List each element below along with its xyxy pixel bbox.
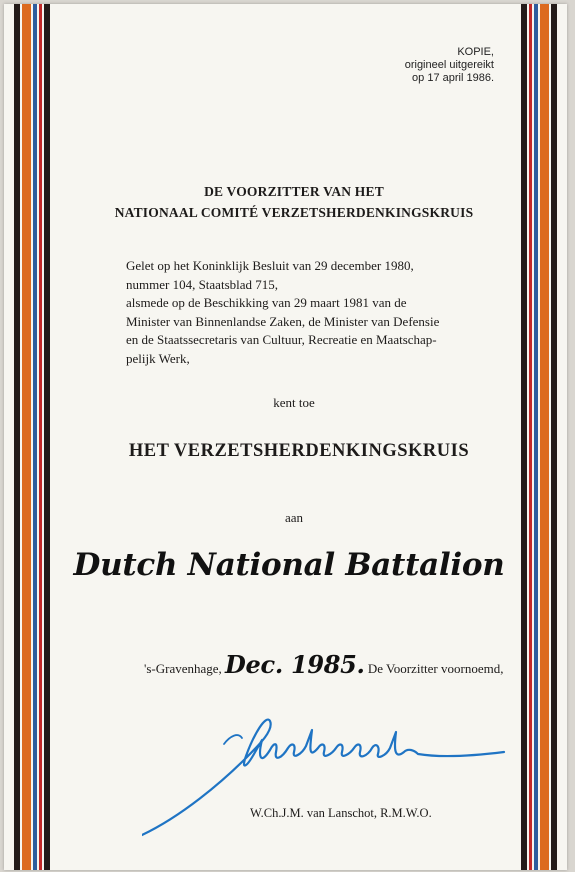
right-ribbon-border bbox=[521, 4, 557, 870]
heading-line: DE VOORZITTER VAN HET bbox=[204, 184, 384, 199]
place-date-line bbox=[144, 650, 524, 679]
aan-text: aan bbox=[284, 510, 304, 525]
heading-line: NATIONAAL COMITÉ VERZETSHERDENKINGSKRUIS bbox=[114, 205, 474, 220]
kent-toe-text: kent toe bbox=[273, 395, 315, 410]
place-text: 's-Gravenhage, bbox=[144, 661, 222, 676]
copy-note-line: KOPIE, bbox=[457, 46, 494, 58]
certificate-paper bbox=[4, 4, 567, 870]
left-ribbon-border bbox=[14, 4, 50, 870]
copy-note-line: op 17 april 1986. bbox=[412, 72, 494, 84]
recipient-name: Dutch National Battalion bbox=[73, 547, 505, 583]
decree-text bbox=[126, 257, 471, 368]
certificate-heading bbox=[84, 181, 504, 223]
decree-line: Minister van Binnenlandse Zaken, de Minister van Defensie bbox=[126, 313, 440, 329]
signature-stroke bbox=[224, 735, 242, 744]
decree-line: en de Staatssecretaris van Cultuur, Recreatie en Maatschap- bbox=[126, 332, 437, 347]
copy-note-line: origineel uitgereikt bbox=[404, 59, 494, 71]
award-title: HET VERZETSHERDENKINGSKRUIS bbox=[128, 441, 470, 461]
decree-line: nummer 104, Staatsblad 715, bbox=[126, 276, 279, 292]
decree-line: pelijk Werk, bbox=[126, 350, 190, 366]
chairman-text: De Voorzitter voornoemd, bbox=[367, 661, 504, 676]
decree-line: Gelet op het Koninklijk Besluit van 29 december 1980, bbox=[126, 258, 414, 273]
decree-line: alsmede op de Beschikking van 29 maart 1981 van de bbox=[126, 295, 407, 310]
handwritten-date: Dec. 1985. bbox=[225, 650, 365, 679]
copy-note bbox=[379, 46, 494, 85]
signature-image bbox=[142, 704, 512, 844]
signer-name: W.Ch.J.M. van Lanschot, R.M.W.O. bbox=[250, 806, 432, 820]
